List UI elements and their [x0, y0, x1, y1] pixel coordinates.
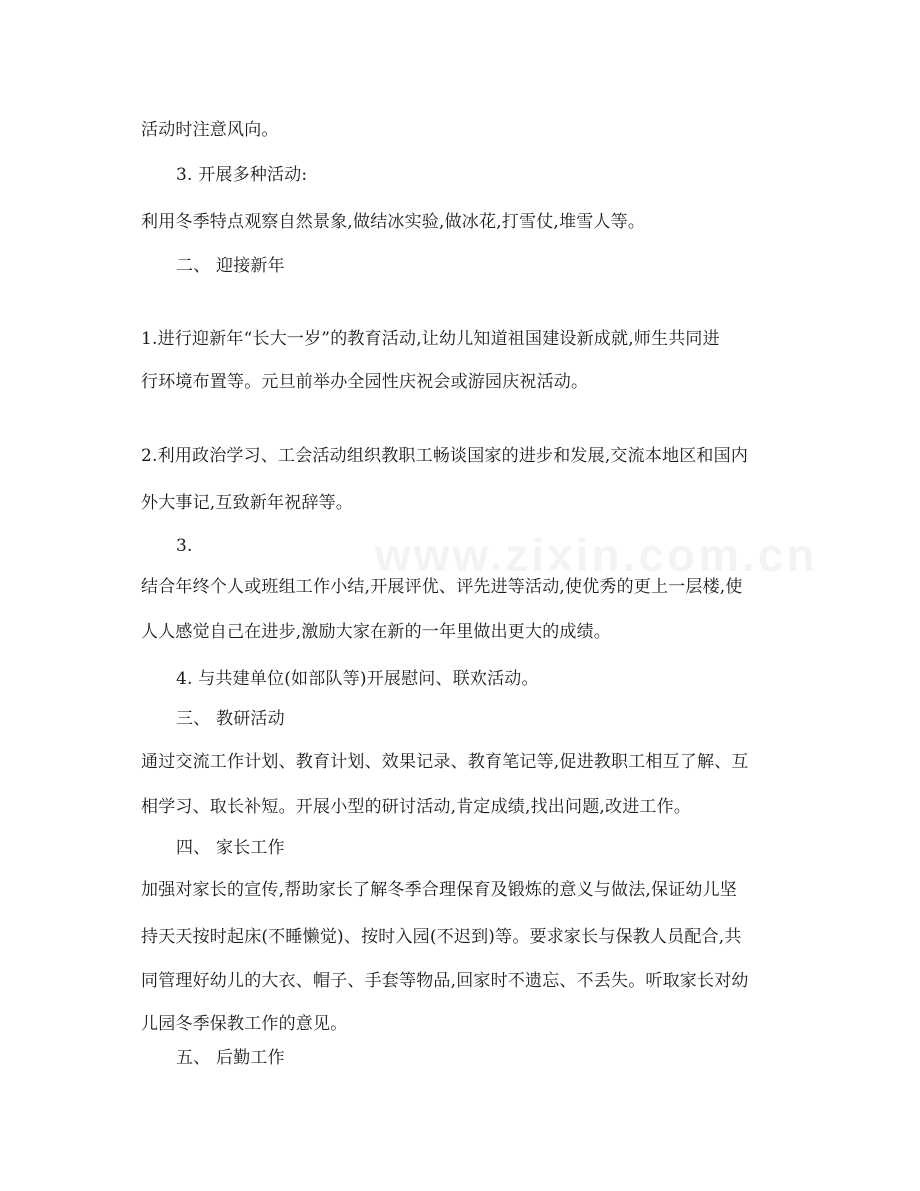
section-heading-welcome-new-year: 二、 迎接新年: [176, 256, 285, 276]
paragraph-line: 2.利用政治学习、工会活动组织教职工畅谈国家的进步和发展,交流本地区和国内: [141, 446, 749, 466]
section-heading-logistics: 五、 后勤工作: [176, 1048, 285, 1068]
paragraph-line: 外大事记,互致新年祝辞等。: [141, 493, 354, 513]
list-number: 3.: [176, 536, 193, 556]
section-heading-teaching-research: 三、 教研活动: [176, 709, 285, 729]
paragraph-line: 儿园冬季保教工作的意见。: [141, 1014, 348, 1034]
paragraph-line: 加强对家长的宣传,帮助家长了解冬季合理保育及锻炼的意义与做法,保证幼儿坚: [141, 880, 738, 900]
paragraph-line: 同管理好幼儿的大衣、帽子、手套等物品,回家时不遗忘、不丢失。听取家长对幼: [141, 971, 749, 991]
paragraph-line: 结合年终个人或班组工作小结,开展评优、评先进等活动,使优秀的更上一层楼,使: [141, 577, 743, 597]
paragraph-line: 活动时注意风向。: [141, 120, 279, 140]
paragraph-line: 利用冬季特点观察自然景象,做结冰实验,做冰花,打雪仗,堆雪人等。: [141, 212, 646, 232]
list-item-4: 4. 与共建单位(如部队等)开展慰问、联欢活动。: [176, 669, 539, 689]
paragraph-line: 通过交流工作计划、教育计划、效果记录、教育笔记等,促进教职工相互了解、互: [141, 752, 749, 772]
paragraph-line: 人人感觉自己在进步,激励大家在新的一年里做出更大的成绩。: [141, 622, 612, 642]
watermark: www.zixin.com.cn: [375, 529, 818, 581]
section-heading-parent-work: 四、 家长工作: [176, 838, 285, 858]
paragraph-line: 持天天按时起床(不睡懒觉)、按时入园(不迟到)等。要求家长与保教人员配合,共: [141, 927, 742, 947]
paragraph-line: 行环境布置等。元旦前举办全园性庆祝会或游园庆祝活动。: [141, 372, 589, 392]
paragraph-line: 1.进行迎新年“长大一岁”的教育活动,让幼儿知道祖国建设新成就,师生共同进: [141, 329, 720, 349]
paragraph-line: 相学习、取长补短。开展小型的研讨活动,肯定成绩,找出问题,改进工作。: [141, 797, 692, 817]
subheading-3-activities: 3. 开展多种活动:: [176, 165, 308, 185]
